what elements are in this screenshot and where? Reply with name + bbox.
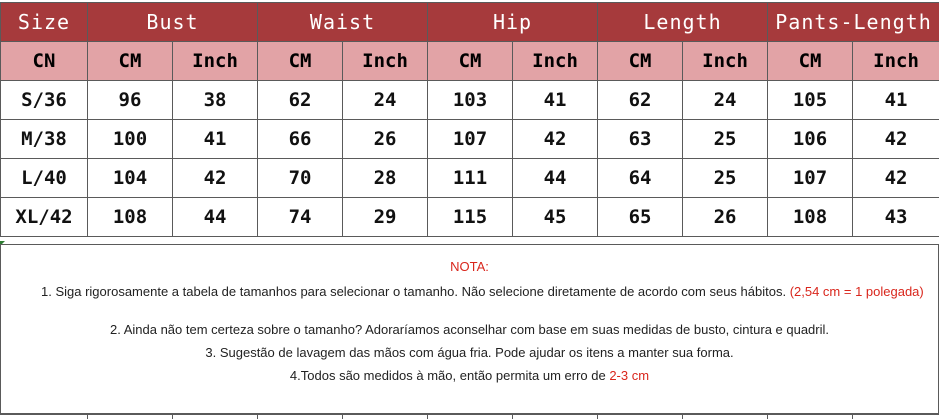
note-line-4-text: 4.Todos são medidos à mão, então permita um erro de [289,368,610,383]
value-cell: 107 [428,120,513,159]
value-cell: 100 [88,120,173,159]
value-cell: 26 [683,198,768,237]
notes-box [0,244,939,414]
value-cell: 108 [768,198,853,237]
size-cell: L/40 [1,159,88,198]
note-line-2: 2. Ainda não tem certeza sobre o tamanho? Adoraríamos aconselhar com base em suas medidas de busto, cintura e quadril. [109,322,830,337]
bottom-tick [852,414,853,419]
value-cell: 65 [598,198,683,237]
bottom-tick [682,414,683,419]
value-cell: 29 [343,198,428,237]
value-cell: 111 [428,159,513,198]
bottom-tick [512,414,513,419]
value-cell: 41 [173,120,258,159]
value-cell: 62 [598,81,683,120]
header-hip: Hip [428,3,598,42]
size-chart-table [0,2,939,237]
value-cell: 108 [88,198,173,237]
value-cell: 42 [513,120,598,159]
unit-cell: CN [1,42,88,81]
header-length: Length [598,3,768,42]
bottom-divider [0,414,939,415]
bottom-tick [597,414,598,419]
value-cell: 115 [428,198,513,237]
bottom-tick [87,414,88,419]
notes-title: NOTA: [450,259,489,274]
bottom-tick [257,414,258,419]
size-cell: S/36 [1,81,88,120]
note-line-4 [1,368,938,383]
value-cell: 103 [428,81,513,120]
size-cell: M/38 [1,120,88,159]
value-cell: 70 [258,159,343,198]
note-line-1-conversion: (2,54 cm = 1 polegada) [789,284,924,299]
value-cell: 42 [853,159,939,198]
unit-cell: Inch [683,42,768,81]
value-cell: 41 [853,81,939,120]
size-cell: XL/42 [1,198,88,237]
table-row [1,81,939,120]
header-pants-length: Pants-Length [768,3,939,42]
unit-cell: Inch [513,42,598,81]
value-cell: 74 [258,198,343,237]
note-line-1 [5,281,924,303]
table-row [1,159,939,198]
value-cell: 26 [343,120,428,159]
table-row [1,120,939,159]
value-cell: 38 [173,81,258,120]
value-cell: 44 [173,198,258,237]
unit-cell: CM [598,42,683,81]
note-line-1-text: 1. Siga rigorosamente a tabela de tamanhos para selecionar o tamanho. Não selecione diretamente de acordo com seus hábitos. [41,284,790,299]
header-size: Size [1,3,88,42]
header-bust: Bust [88,3,258,42]
note-line-3: 3. Sugestão de lavagem das mãos com água fria. Pode ajudar os itens a manter sua forma. [205,345,734,360]
value-cell: 62 [258,81,343,120]
value-cell: 106 [768,120,853,159]
bottom-tick [172,414,173,419]
bottom-tick [427,414,428,419]
unit-cell: CM [768,42,853,81]
unit-cell: CM [258,42,343,81]
table-row [1,198,939,237]
value-cell: 24 [343,81,428,120]
value-cell: 44 [513,159,598,198]
value-cell: 41 [513,81,598,120]
value-cell: 107 [768,159,853,198]
value-cell: 64 [598,159,683,198]
unit-cell: CM [88,42,173,81]
value-cell: 96 [88,81,173,120]
unit-cell: Inch [173,42,258,81]
value-cell: 28 [343,159,428,198]
unit-row [1,42,939,81]
unit-cell: Inch [343,42,428,81]
value-cell: 105 [768,81,853,120]
value-cell: 43 [853,198,939,237]
unit-cell: CM [428,42,513,81]
unit-cell: Inch [853,42,939,81]
value-cell: 63 [598,120,683,159]
value-cell: 25 [683,159,768,198]
value-cell: 24 [683,81,768,120]
value-cell: 42 [853,120,939,159]
bottom-tick [342,414,343,419]
note-line-4-tolerance: 2-3 cm [609,368,650,383]
value-cell: 45 [513,198,598,237]
value-cell: 42 [173,159,258,198]
value-cell: 66 [258,120,343,159]
header-waist: Waist [258,3,428,42]
header-row [1,3,939,42]
bottom-tick [767,414,768,419]
value-cell: 25 [683,120,768,159]
value-cell: 104 [88,159,173,198]
